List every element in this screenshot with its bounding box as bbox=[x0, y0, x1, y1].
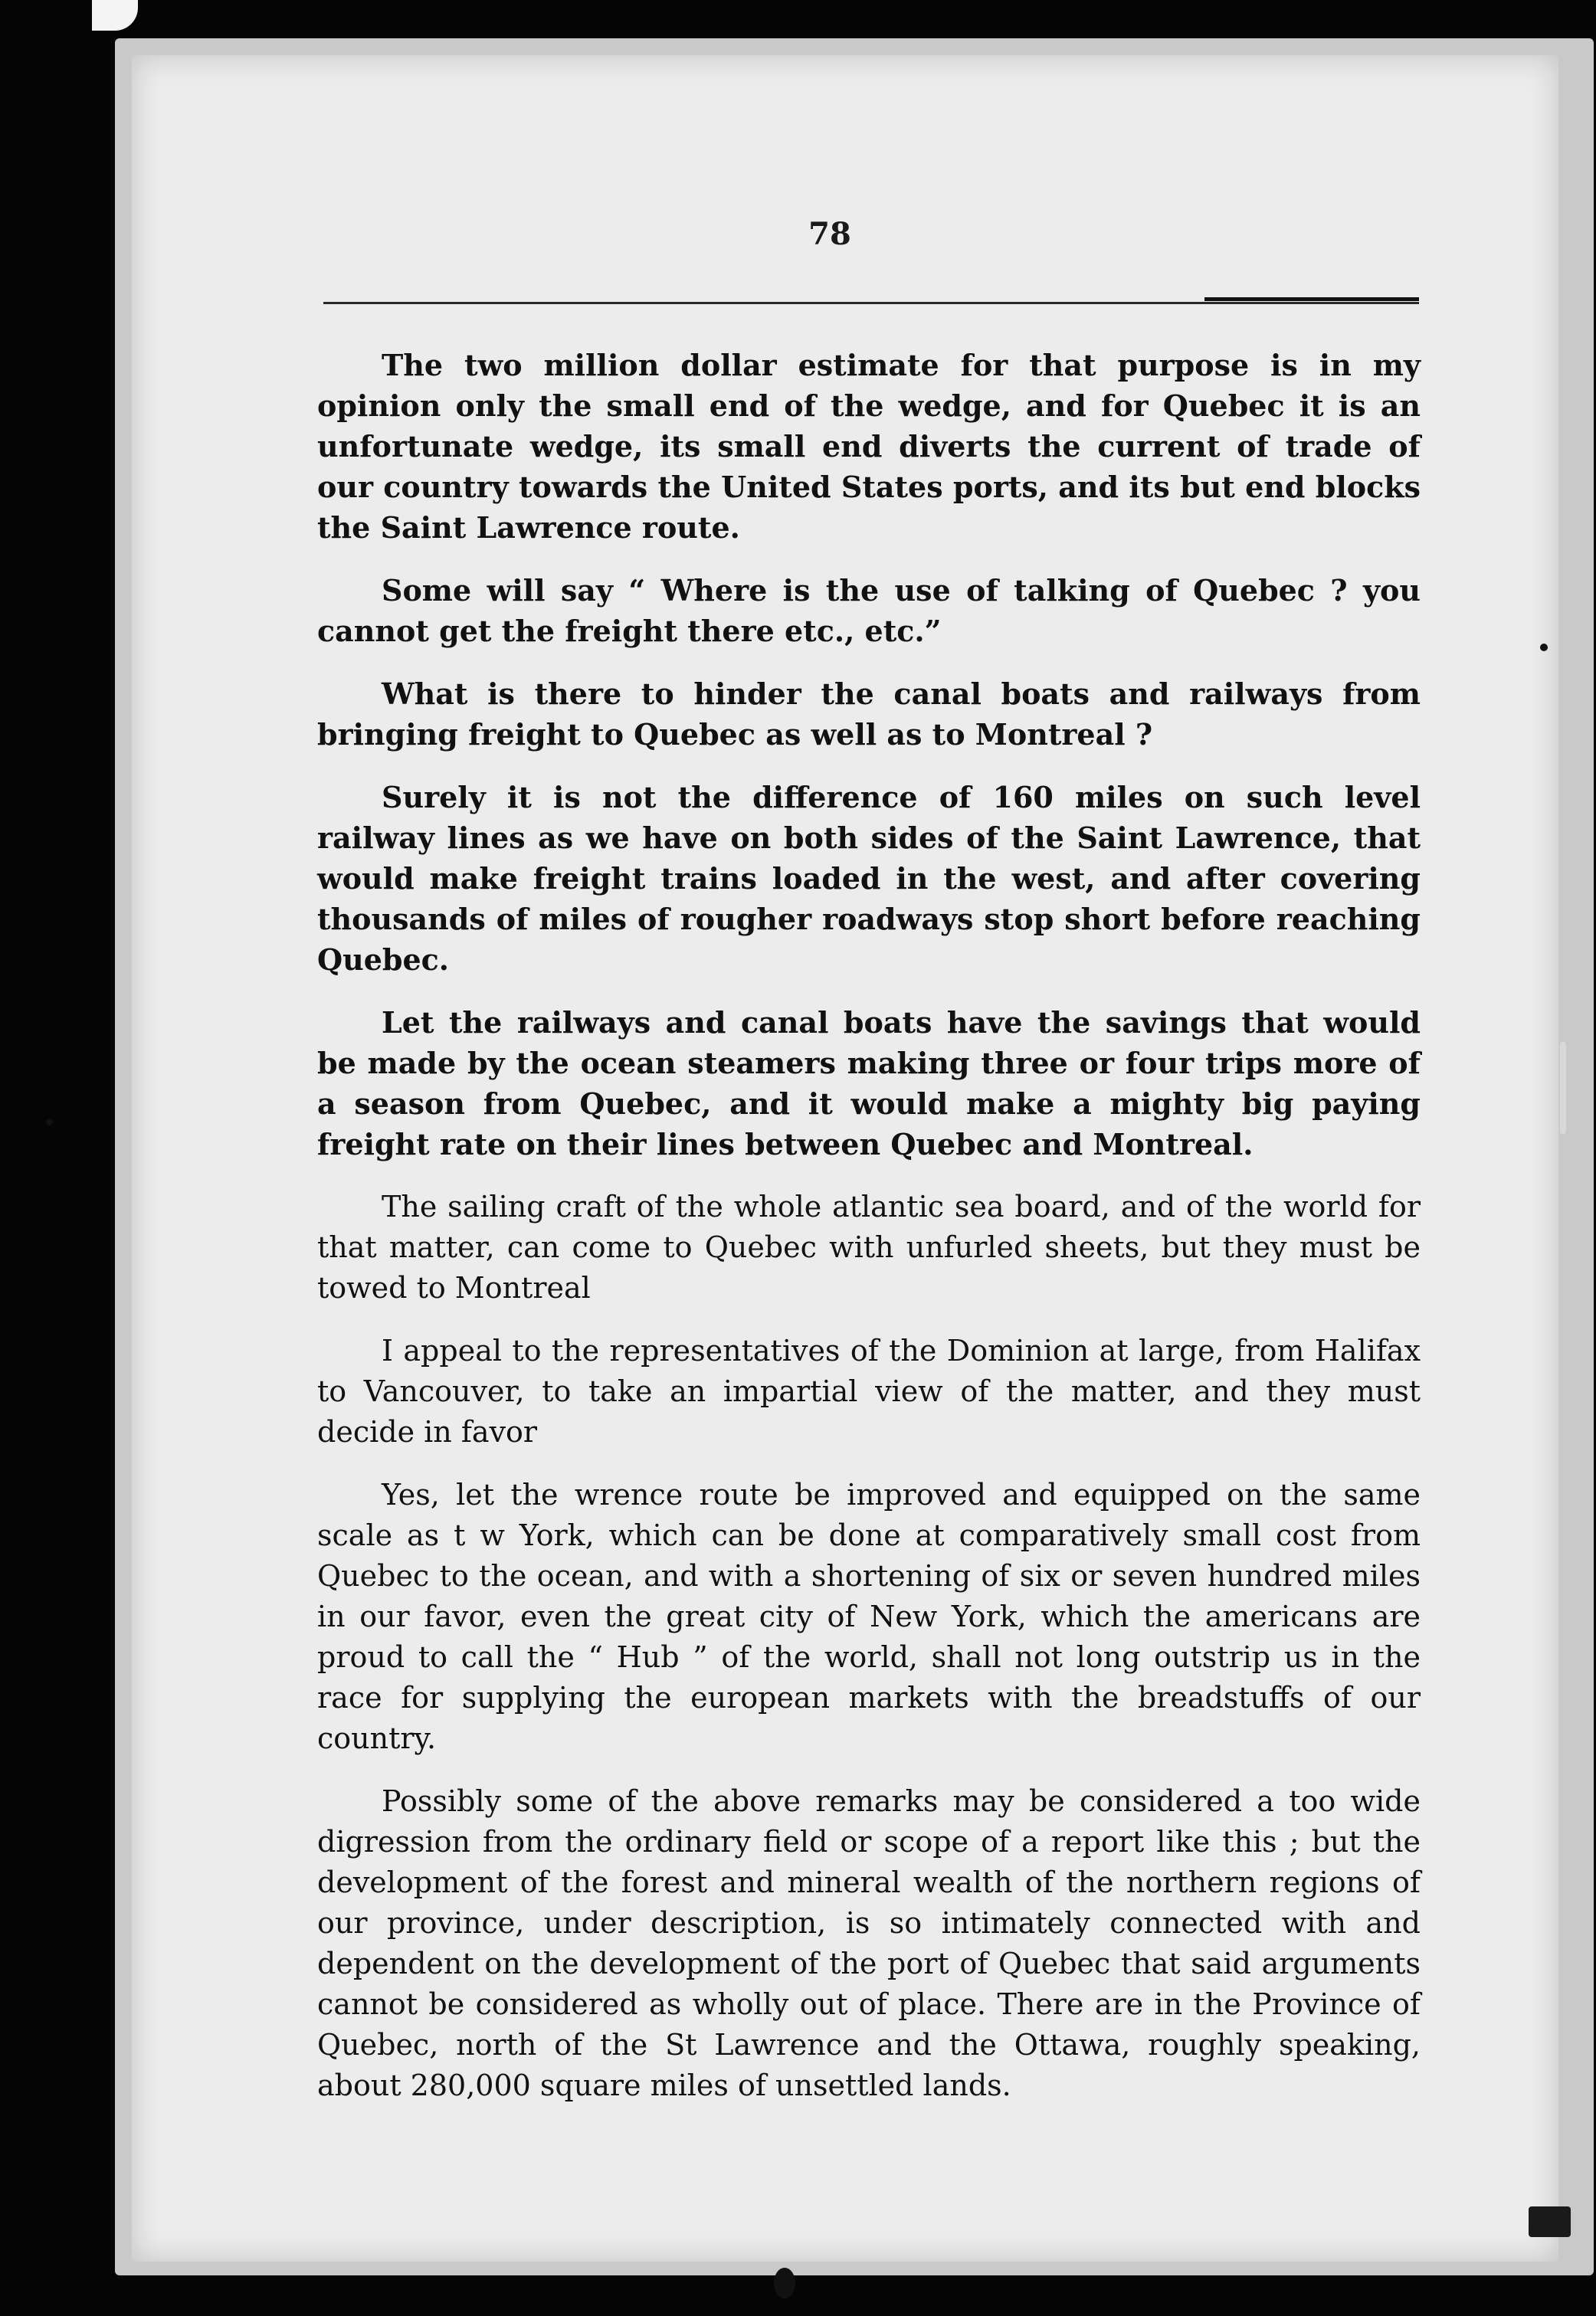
page-number: 78 bbox=[808, 216, 851, 252]
body-text bbox=[317, 345, 1421, 2128]
scan-speck bbox=[1560, 1042, 1566, 1134]
scan-artifact-top-left bbox=[92, 0, 138, 31]
paragraph-yes: Yes, let the wrence route be improved and equipped on the same scale as t w York, which can be done at comparatively small cost from Quebec to the ocean, and with a shortening of six or seven hundred miles in our favor, even the great city of New York, which the americans are proud to call the “ Hub ” of the world, shall not long outstrip us in the race for supplying the european markets with the breadstuffs of our country. bbox=[317, 1478, 1421, 1755]
scan-speck bbox=[46, 1119, 53, 1125]
header-rule bbox=[323, 302, 1419, 304]
paragraph-possibly: Possibly some of the above remarks may be considered a too wide digression from the ordinary field or scope of a report like this ; but the development of the forest and mineral wealth of the northern regions of our province, under description, is so intimately connected with and dependent on the development of the port of Quebec that said arguments cannot be considered as wholly out of place. There are in the Province of Quebec, north of the St Lawrence and the Ottawa, roughly speaking, about 280,000 square miles of unsettled lands. bbox=[317, 1784, 1421, 2102]
paragraph-appeal: I appeal to the representatives of the Dominion at large, from Halifax to Vancouver, to take an impartial view of the matter, and they must decide in favor bbox=[317, 1334, 1421, 1449]
document-page bbox=[132, 55, 1558, 2262]
scan-speck bbox=[774, 2268, 795, 2298]
paragraph-wedge: The two million dollar estimate for that purpose is in my opinion only the small end of the wedge, and for Quebec it is an unfortunate wedge, its small end diverts the current of trade of our country towards the United States ports, and its but end blocks the Saint Lawrence route. bbox=[317, 348, 1421, 545]
paragraph-some-will-say: Some will say “ Where is the use of talking of Quebec ? you cannot get the freight there etc., etc.” bbox=[317, 573, 1421, 648]
paragraph-savings: Let the railways and canal boats have the savings that would be made by the ocean steamers making three or four trips more of a season from Quebec, and it would make a mighty big paying freight rate on their lines between Quebec and Montreal. bbox=[317, 1005, 1421, 1161]
header-rule-heavy bbox=[1204, 297, 1419, 301]
paragraph-difference: Surely it is not the difference of 160 miles on such level railway lines as we have on both sides of the Saint Lawrence, that would make freight trains loaded in the west, and after covering thousands of miles of rougher roadways stop short before reaching Quebec. bbox=[317, 780, 1421, 977]
scan-speck bbox=[1529, 2206, 1571, 2237]
paragraph-sailing-craft: The sailing craft of the whole atlantic sea board, and of the world for that matter, can come to Quebec with unfurled sheets, but they must be towed to Montreal bbox=[317, 1190, 1421, 1305]
paragraph-hinder: What is there to hinder the canal boats and railways from bringing freight to Quebec as well as to Montreal ? bbox=[317, 676, 1421, 752]
scan-speck bbox=[1540, 644, 1548, 651]
